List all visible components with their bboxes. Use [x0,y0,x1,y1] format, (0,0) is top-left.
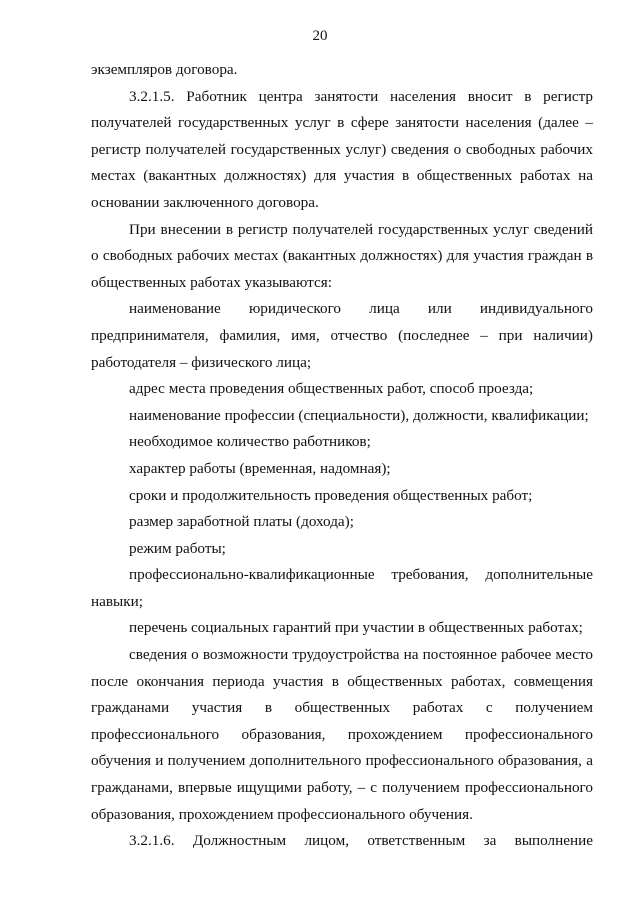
text-line: сроки и продолжительность проведения общественных работ; [129,486,533,504]
text-line: обучения и получением дополнительного профессионального образования, а [91,752,593,770]
text-line: характер работы (временная, надомная); [129,459,391,477]
text-line: предпринимателя, фамилия, имя, отчество (последнее – при наличии) [91,326,593,344]
text-line: адрес места проведения общественных работ, способ проезда; [129,380,534,398]
text-line: 3.2.1.5. Работник центра занятости населения вносит в регистр [129,87,593,105]
text-line: образования, прохождением профессионального обучения. [91,805,473,823]
text-line: При внесении в регистр получателей государственных услуг сведений [129,220,593,238]
text-line: о свободных рабочих местах (вакантных должностях) для участия граждан в [91,247,593,265]
text-line: местах (вакантных должностях) для участия в общественных работах на [91,167,593,185]
text-line: режим работы; [129,539,226,557]
text-line: после окончания периода участия в общественных работах, совмещения [91,672,593,690]
text-line: общественных работах указываются: [91,273,332,291]
text-line: работодателя – физического лица; [91,353,312,371]
text-line: наименование профессии (специальности), должности, квалификации; [129,406,589,424]
text-line: основании заключенного договора. [91,193,319,211]
text-line: перечень социальных гарантий при участии в общественных работах; [129,619,583,637]
text-line: навыки; [91,592,143,610]
text-line: получателей государственных услуг в сфере занятости населения (далее – [91,114,593,132]
text-line: профессионально-квалификационные требования, дополнительные [129,566,593,584]
text-line: 3.2.1.6. Должностным лицом, ответственным за выполнение [129,832,593,850]
text-line: регистр получателей государственных услуг) сведения о свободных рабочих [91,140,593,158]
text-line: размер заработной платы (дохода); [129,513,354,531]
text-line: наименование юридического лица или индивидуального [129,300,593,318]
text-line: гражданами участия в общественных работах с получением [91,699,593,717]
text-line: необходимое количество работников; [129,433,371,451]
text-line: сведения о возможности трудоустройства на постоянное рабочее место [129,646,593,664]
text-line: профессионального образования, прохождением профессионального [91,725,593,743]
document-body [91,57,593,855]
text-line: гражданами, впервые ищущими работу, – с получением профессионального [91,779,593,797]
text-line: экземпляров договора. [91,61,238,78]
page-number: 20 [312,28,328,44]
